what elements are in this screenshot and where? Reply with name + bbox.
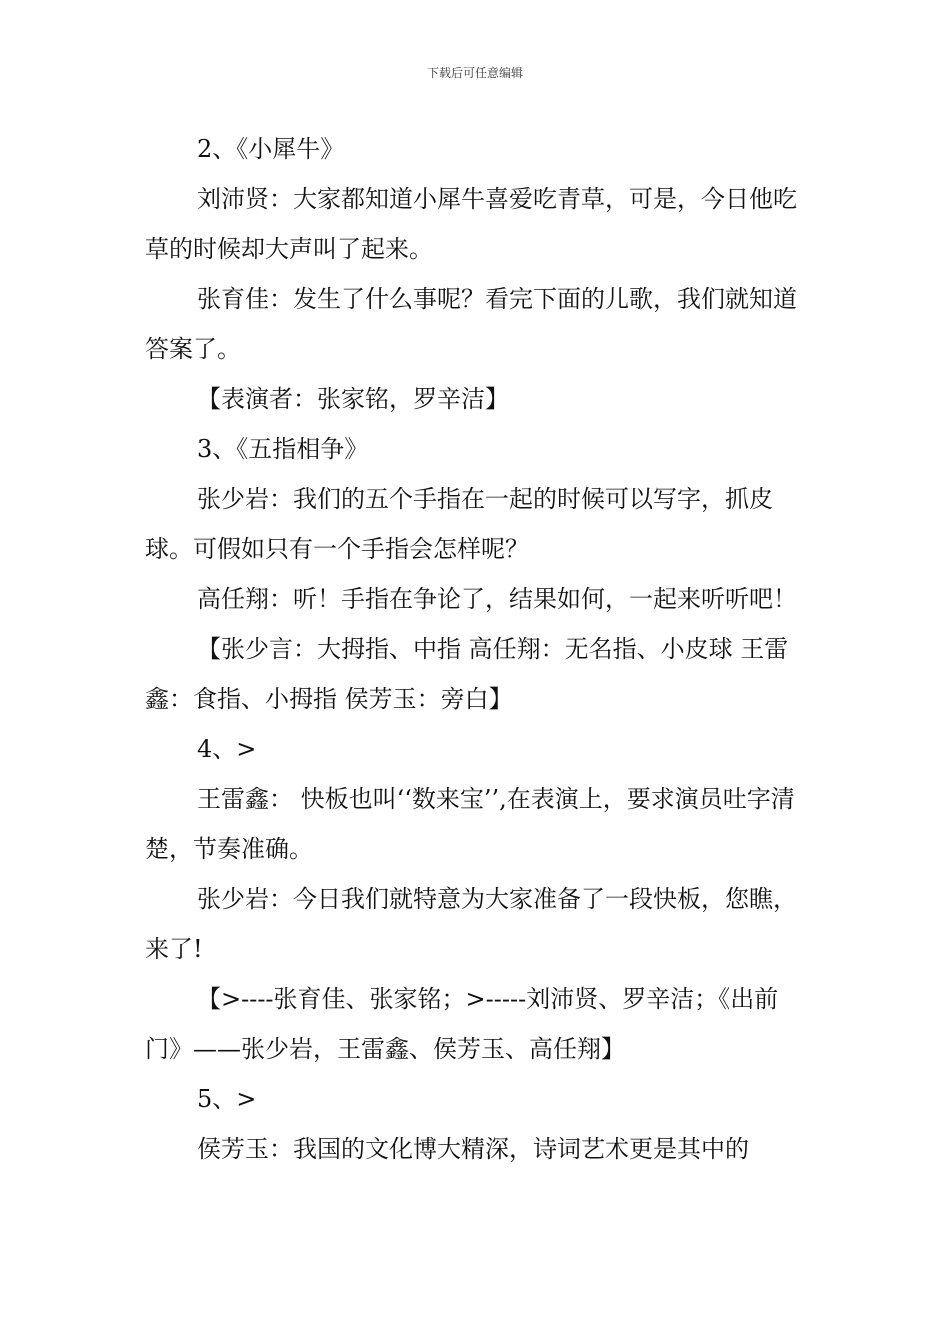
section-heading-2: 2、《小犀牛》	[197, 135, 345, 163]
section-heading-4: 4、>	[197, 735, 257, 763]
dialogue-paragraph: 王雷鑫： 快板也叫‘‘数来宝’’,在表演上，要求演员吐字清楚，节奏准确。	[145, 785, 795, 863]
dialogue-paragraph: 张少岩：今日我们就特意为大家准备了一段快板，您瞧，来了!	[145, 885, 797, 963]
performer-note: 【表演者：张家铭，罗辛洁】	[197, 385, 509, 413]
dialogue-paragraph: 张少岩：我们的五个手指在一起的时候可以写字，抓皮球。可假如只有一个手指会怎样呢？	[145, 485, 773, 563]
dialogue-paragraph: 高任翔：听！手指在争论了，结果如何，一起来听听吧！	[197, 585, 797, 613]
dialogue-paragraph: 张育佳：发生了什么事呢？看完下面的儿歌，我们就知道答案了。	[145, 285, 797, 363]
page-header: 下载后可任意编辑	[426, 66, 523, 80]
performer-note: 【张少言：大拇指、中指 高任翔：无名指、小皮球 王雷鑫：食指、小拇指 侯芳玉：旁白】	[145, 635, 789, 713]
document-body	[145, 124, 807, 1174]
performer-note: 【>----张育佳、张家铭；>-----刘沛贤、罗辛洁；《出前门》——张少岩，王雷鑫、侯芳玉、高任翔】	[145, 985, 779, 1063]
dialogue-paragraph: 刘沛贤：大家都知道小犀牛喜爱吃青草，可是，今日他吃草的时候却大声叫了起来。	[145, 185, 797, 263]
section-heading-5: 5、>	[197, 1085, 257, 1113]
section-heading-3: 3、《五指相争》	[197, 435, 369, 463]
dialogue-paragraph: 侯芳玉：我国的文化博大精深，诗词艺术更是其中的	[197, 1135, 749, 1163]
